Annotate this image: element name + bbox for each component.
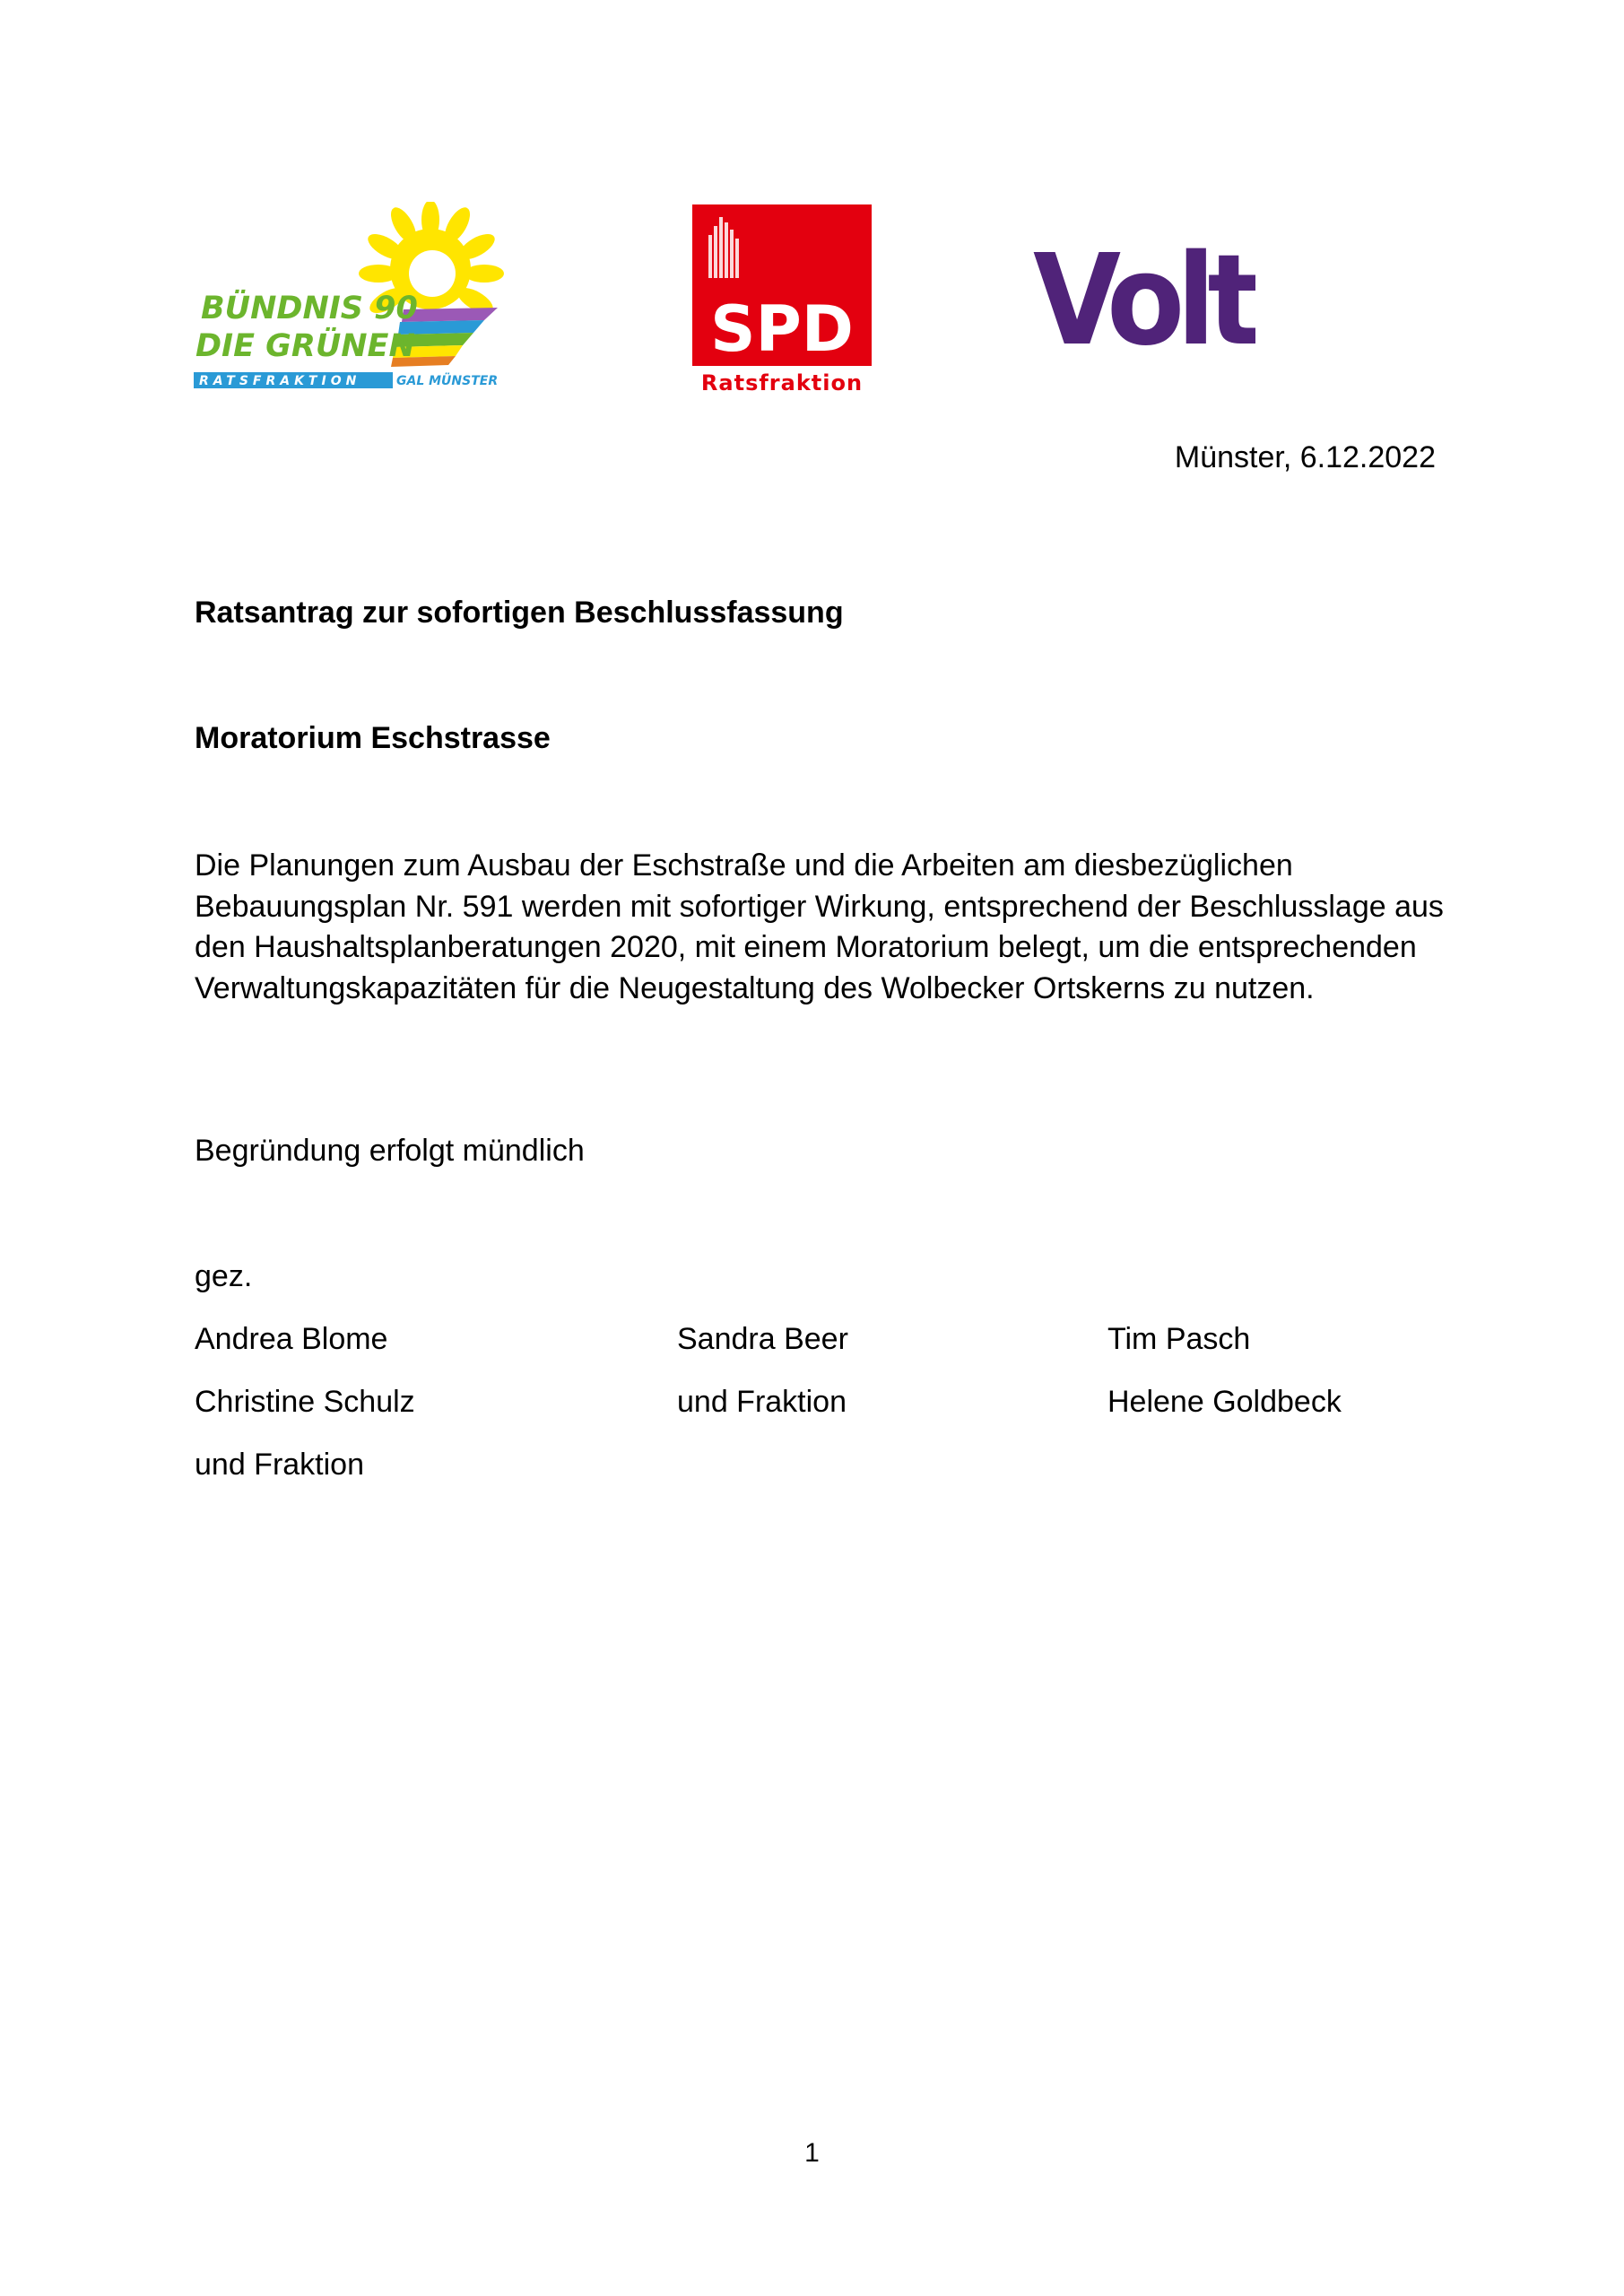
signatory-faction: und Fraktion bbox=[677, 1385, 847, 1419]
signatory-name: Sandra Beer bbox=[677, 1322, 848, 1356]
spd-sub: Ratsfraktion bbox=[700, 370, 864, 396]
spd-logo-graphic bbox=[692, 204, 872, 397]
gruene-suffix: GAL MÜNSTER bbox=[396, 374, 499, 388]
signed-label: gez. bbox=[195, 1259, 253, 1293]
reasoning-text: Begründung erfolgt mündlich bbox=[195, 1134, 585, 1168]
signatory-name: Andrea Blome bbox=[195, 1322, 388, 1356]
gruene-band-text: RATSFRAKTION bbox=[199, 374, 361, 388]
sunflower-logo-graphic bbox=[188, 202, 529, 399]
gruene-line1: BÜNDNIS 90 bbox=[201, 291, 418, 326]
motion-type-heading: Ratsantrag zur sofortigen Beschlussfassung bbox=[195, 596, 844, 630]
spd-logo bbox=[692, 204, 872, 397]
spd-name: SPD bbox=[710, 292, 854, 366]
gruene-logo bbox=[188, 202, 529, 399]
volt-logo bbox=[1031, 224, 1255, 359]
volt-logo-graphic bbox=[1031, 224, 1255, 359]
motion-title-heading: Moratorium Eschstrasse bbox=[195, 721, 551, 755]
signatory-name: Tim Pasch bbox=[1107, 1322, 1251, 1356]
signatory-name: Christine Schulz bbox=[195, 1385, 415, 1419]
document-date: Münster, 6.12.2022 bbox=[1174, 440, 1436, 474]
motion-body-text: Die Planungen zum Ausbau der Eschstraße und die Arbeiten am diesbezüglichen Bebauungsplan Nr. 591 werden mit sofortiger Wirkung, entsprechend der Beschlusslage aus den Haushaltsplanberatungen 2020, mit einem Moratorium belegt, um die entsprechenden Verwaltungskapazitäten für die Neugestaltung des Wolbecker Ortskerns zu nutzen. bbox=[195, 848, 1444, 1005]
volt-name: Volt bbox=[1033, 228, 1255, 359]
signatory-name: Helene Goldbeck bbox=[1107, 1385, 1342, 1419]
signatory-faction: und Fraktion bbox=[195, 1448, 364, 1482]
gruene-line2: DIE GRÜNEN bbox=[195, 328, 415, 364]
page-number: 1 bbox=[804, 2138, 820, 2168]
